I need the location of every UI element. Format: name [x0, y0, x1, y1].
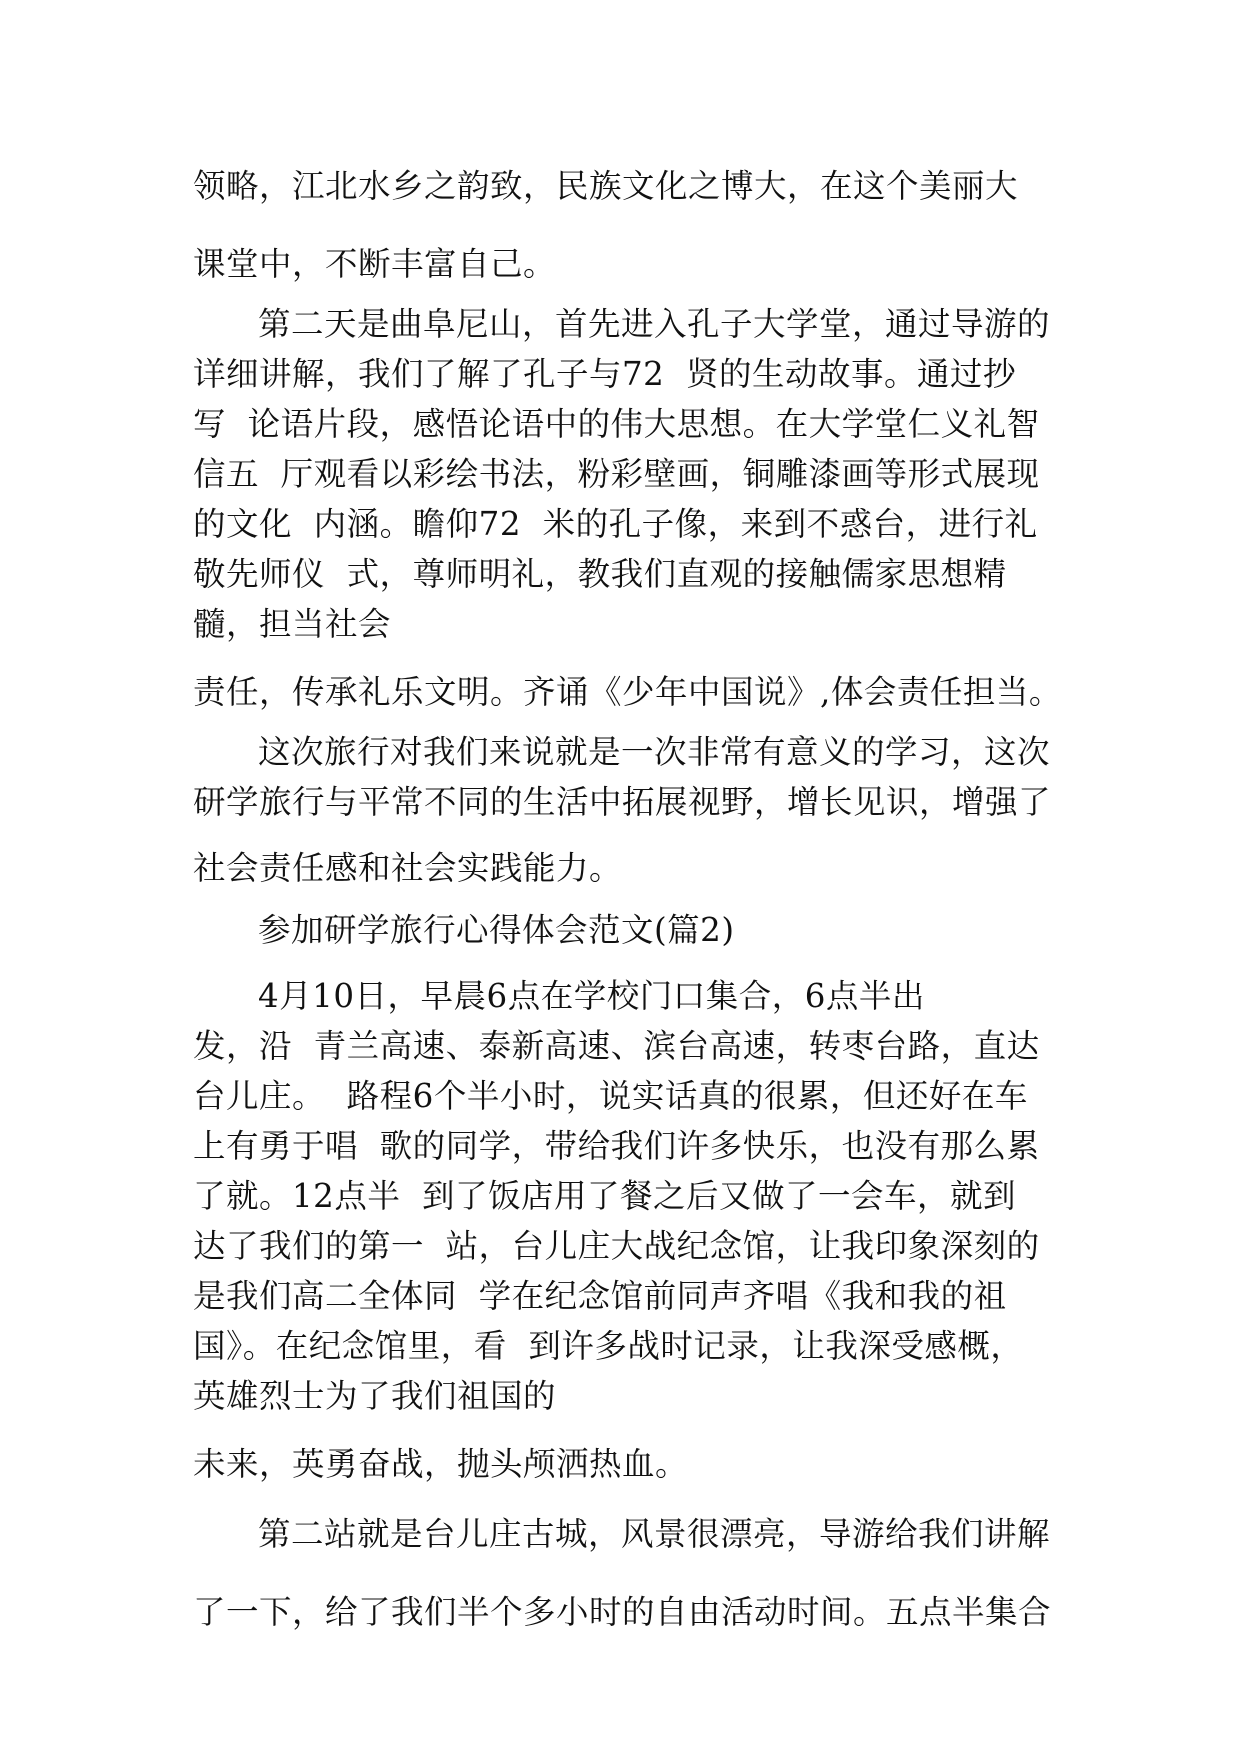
text-line: 了一下，给了我们半个多小时的自由活动时间。五点半集合	[193, 1593, 1052, 1631]
text-line: 上有勇于唱 歌的同学，带给我们许多快乐，也没有那么累	[193, 1127, 1040, 1165]
text-line: 社会责任感和社会实践能力。	[193, 849, 623, 887]
text-line: 未来，英勇奋战，抛头颅洒热血。	[193, 1445, 689, 1483]
text-line: 是我们高二全体同 学在纪念馆前同声齐唱《我和我的祖	[193, 1277, 1007, 1315]
text-line: 髓，担当社会	[193, 605, 392, 643]
text-line: 责任，传承礼乐文明。齐诵《少年中国说》,体会责任担当。	[193, 673, 1062, 711]
text-line: 研学旅行与平常不同的生活中拓展视野，增长见识，增强了	[193, 783, 1052, 821]
text-line: 敬先师仪 式，尊师明礼，教我们直观的接触儒家思想精	[193, 555, 1007, 593]
text-line: 写 论语片段，感悟论语中的伟大思想。在大学堂仁义礼智	[193, 405, 1040, 443]
text-line: 发，沿 青兰高速、泰新高速、滨台高速，转枣台路，直达	[193, 1027, 1040, 1065]
text-line: 课堂中，不断丰富自己。	[193, 245, 557, 283]
text-line: 详细讲解，我们了解了孔子与72 贤的生动故事。通过抄	[193, 355, 1017, 393]
text-line: 国》。在纪念馆里，看 到许多战时记录，让我深受感概，	[193, 1327, 1024, 1365]
paragraph-start-line: 4月10日，早晨6点在学校门口集合，6点半出	[258, 977, 925, 1015]
text-line: 信五 厅观看以彩绘书法，粉彩壁画，铜雕漆画等形式展现	[193, 455, 1040, 493]
paragraph-start-line: 第二天是曲阜尼山，首先进入孔子大学堂，通过导游的	[258, 305, 1051, 343]
section-heading: 参加研学旅行心得体会范文(篇2)	[258, 911, 735, 949]
text-line: 达了我们的第一 站，台儿庄大战纪念馆，让我印象深刻的	[193, 1227, 1040, 1265]
text-line: 领略，江北水乡之韵致，民族文化之博大，在这个美丽大	[193, 167, 1019, 205]
text-line: 了就。12点半 到了饭店用了餐之后又做了一会车，就到	[193, 1177, 1017, 1215]
text-line: 英雄烈士为了我们祖国的	[193, 1377, 557, 1415]
text-line: 的文化 内涵。瞻仰72 米的孔子像，来到不惑台，进行礼	[193, 505, 1038, 543]
paragraph-start-line: 第二站就是台儿庄古城，风景很漂亮，导游给我们讲解	[258, 1515, 1051, 1553]
paragraph-start-line: 这次旅行对我们来说就是一次非常有意义的学习，这次	[258, 733, 1051, 771]
text-line: 台儿庄。 路程6个半小时，说实话真的很累，但还好在车	[193, 1077, 1028, 1115]
